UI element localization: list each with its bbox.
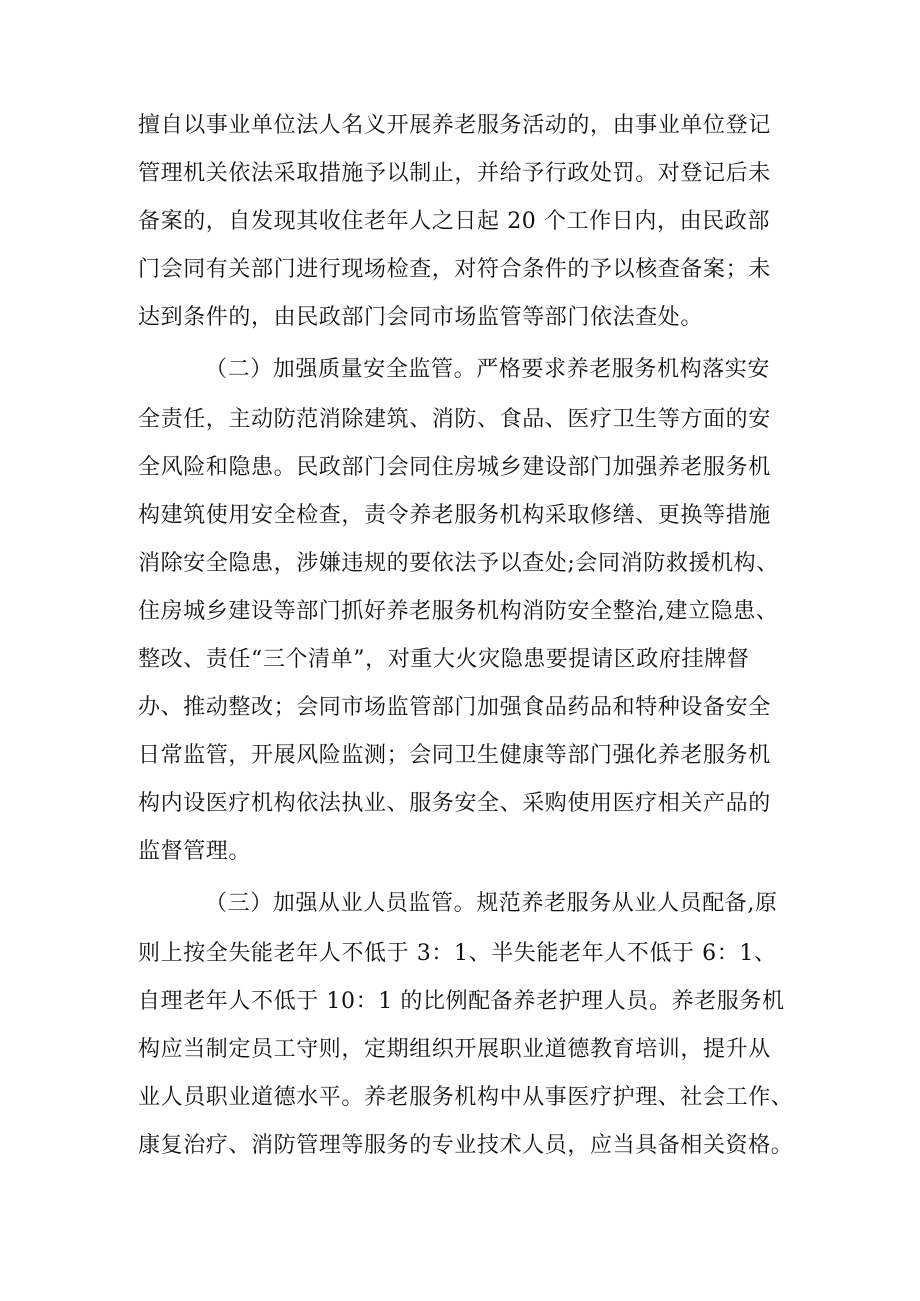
text-line: 达到条件的，由民政部门会同市场监管等部门依法查处。 xyxy=(138,305,704,330)
text-line: 构内设医疗机构依法执业、服务安全、采购使用医疗相关产品的 xyxy=(138,791,771,816)
text-line: 自理老年人不低于 10：1 的比例配备养老护理人员。养老服务机 xyxy=(138,989,785,1014)
text-line: 办、推动整改；会同市场监管部门加强食品药品和特种设备安全 xyxy=(138,695,771,720)
text-line: 构建筑使用安全检查，责令养老服务机构采取修缮、更换等措施 xyxy=(138,503,771,528)
text-line: 康复治疗、消防管理等服务的专业技术人员，应当具备相关资格。 xyxy=(138,1133,794,1158)
text-line: 住房城乡建设等部门抓好养老服务机构消防安全整治,建立隐患、 xyxy=(138,599,779,624)
text-line: 则上按全失能老年人不低于 3：1、半失能老年人不低于 6：1、 xyxy=(138,941,777,966)
text-line: 备案的，自发现其收住老年人之日起 20 个工作日内，由民政部 xyxy=(138,209,770,234)
text-line: 日常监管，开展风险监测；会同卫生健康等部门强化养老服务机 xyxy=(138,743,771,768)
section-three-heading-line: （三）加强从业人员监管。规范养老服务从业人员配备,原 xyxy=(205,891,778,916)
text-line: 全风险和隐患。民政部门会同住房城乡建设部门加强养老服务机 xyxy=(138,455,771,480)
text-line: 管理机关依法采取措施予以制止，并给予行政处罚。对登记后未 xyxy=(138,161,771,186)
text-line: 业人员职业道德水平。养老服务机构中从事医疗护理、社会工作、 xyxy=(138,1085,794,1110)
text-line: 擅自以事业单位法人名义开展养老服务活动的，由事业单位登记 xyxy=(138,113,771,138)
text-line: 门会同有关部门进行现场检查，对符合条件的予以核查备案；未 xyxy=(138,257,771,282)
text-line: 构应当制定员工守则，定期组织开展职业道德教育培训，提升从 xyxy=(138,1037,771,1062)
text-line: 监督管理。 xyxy=(138,839,252,864)
text-line: 全责任，主动防范消除建筑、消防、食品、医疗卫生等方面的安 xyxy=(138,407,771,432)
text-line: 消除安全隐患，涉嫌违规的要依法予以查处;会同消防救援机构、 xyxy=(138,551,779,576)
section-two-heading-line: （二）加强质量安全监管。严格要求养老服务机构落实安 xyxy=(205,357,771,382)
text-line: 整改、责任“三个清单”，对重大火灾隐患要提请区政府挂牌督 xyxy=(138,647,750,672)
